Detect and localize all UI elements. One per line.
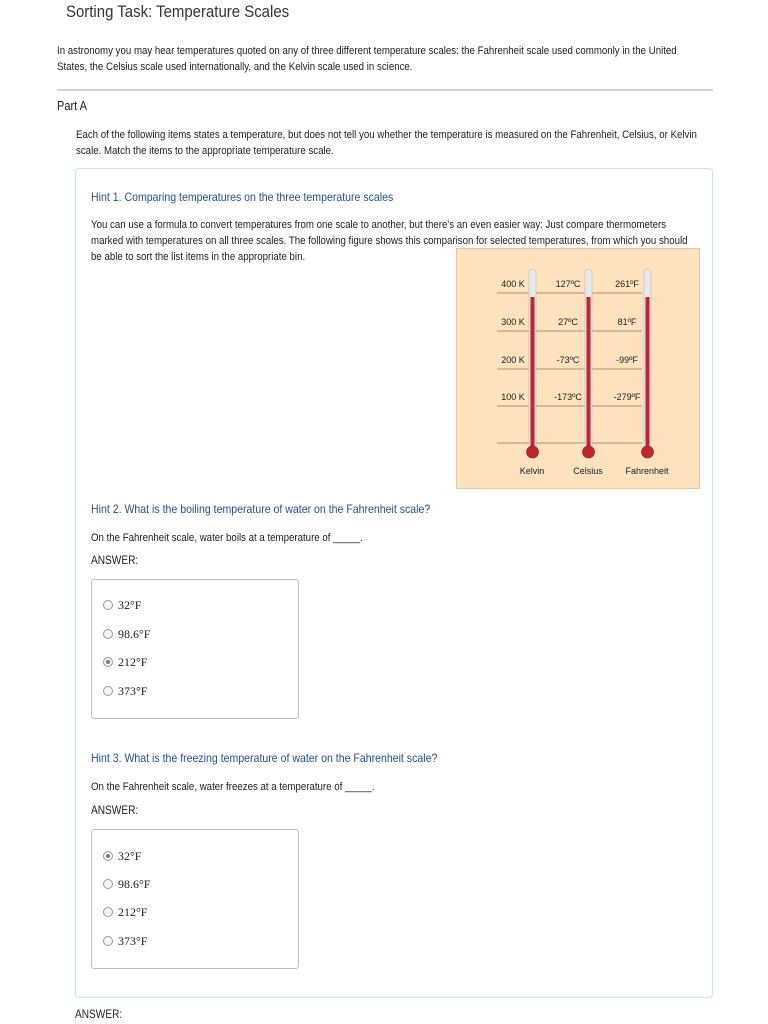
hint-3-option-4[interactable] [103,933,147,949]
hint-3-option-1[interactable] [103,848,141,864]
label-27c: 27ºC [558,317,578,327]
label-81f: 81ºF [617,317,637,327]
hint-1-title[interactable]: Hint 1. Comparing temperatures on the three temperature scales [91,190,394,204]
part-a-label: Part A [57,99,87,113]
option-label: 373°F [118,683,148,698]
hint-2-option-1[interactable] [103,597,141,613]
hint-2-title[interactable]: Hint 2. What is the boiling temperature of water on the Fahrenheit scale? [91,502,431,516]
option-label: 98.6°F [118,626,151,641]
label-minus73c: -73ºC [556,355,580,365]
hint-3-answer-box [91,829,299,969]
fahrenheit-thermometer [642,269,654,458]
radio-button[interactable] [103,686,113,696]
hint-2-answer-label: ANSWER: [91,555,139,567]
option-label: 212°F [118,654,148,669]
radio-button-selected[interactable] [103,657,113,667]
label-261f: 261ºF [615,279,639,289]
thermometer-figure [456,248,700,489]
hint-3-answer-label: ANSWER: [91,805,139,817]
divider [57,89,713,91]
radio-button[interactable] [103,629,113,639]
label-200k: 200 K [501,355,525,365]
thermometer-svg [457,249,699,488]
hint-2-text: On the Fahrenheit scale, water boils at a temperature of _____. [91,532,363,544]
radio-button-selected[interactable] [103,851,113,861]
hint-2-option-2[interactable] [103,626,150,642]
celsius-thermometer [583,269,595,458]
radio-button[interactable] [103,936,113,946]
scale-name-kelvin: Kelvin [519,466,545,476]
hint-2-answer-box [91,579,299,719]
intro-paragraph: In astronomy you may hear temperatures quoted on any of three different temperature scales: the Fahrenheit scale used commonly in the United States, the Celsius scale used internationally, and the Kelvin scale used in science. [57,45,677,73]
part-a-description: Each of the following items states a temperature, but does not tell you whether the temperature is measured on the Fahrenheit, Celsius, or Kelvin scale. Match the items to the appropriate temperature scale. [76,129,697,157]
option-label: 373°F [118,933,148,948]
option-label: 32°F [118,848,142,863]
page-title: Sorting Task: Temperature Scales [66,2,290,21]
radio-button[interactable] [103,879,113,889]
label-400k: 400 K [501,279,525,289]
radio-button[interactable] [103,907,113,917]
scale-name-fahrenheit: Fahrenheit [625,466,669,476]
option-label: 98.6°F [118,876,151,891]
label-127c: 127ºC [555,279,581,289]
hint-3-text: On the Fahrenheit scale, water freezes at a temperature of _____. [91,781,375,793]
label-300k: 300 K [501,317,525,327]
hint-3-title[interactable]: Hint 3. What is the freezing temperature of water on the Fahrenheit scale? [91,751,438,765]
label-minus279f: -279ºF [613,392,641,402]
kelvin-thermometer [527,269,539,458]
label-100k: 100 K [501,392,525,402]
option-label: 212°F [118,904,148,919]
scale-name-celsius: Celsius [573,466,603,476]
hint-1-text: You can use a formula to convert temperatures from one scale to another, but there's an even easier way: Just compare thermometers marked with temperatures on all three scales. The following figure shows this comparison for selected temperatures, from which you should be able to sort the list items in the appropriate bin. [91,219,688,263]
radio-button[interactable] [103,600,113,610]
hint-2-option-4[interactable] [103,683,147,699]
option-label: 32°F [118,597,142,612]
hint-3-option-2[interactable] [103,876,150,892]
hint-3-option-3[interactable] [103,904,147,920]
label-minus173c: -173ºC [554,392,582,402]
part-a-answer-label: ANSWER: [75,1009,123,1021]
hint-2-option-3[interactable] [103,654,147,670]
label-minus99f: -99ºF [616,355,638,365]
